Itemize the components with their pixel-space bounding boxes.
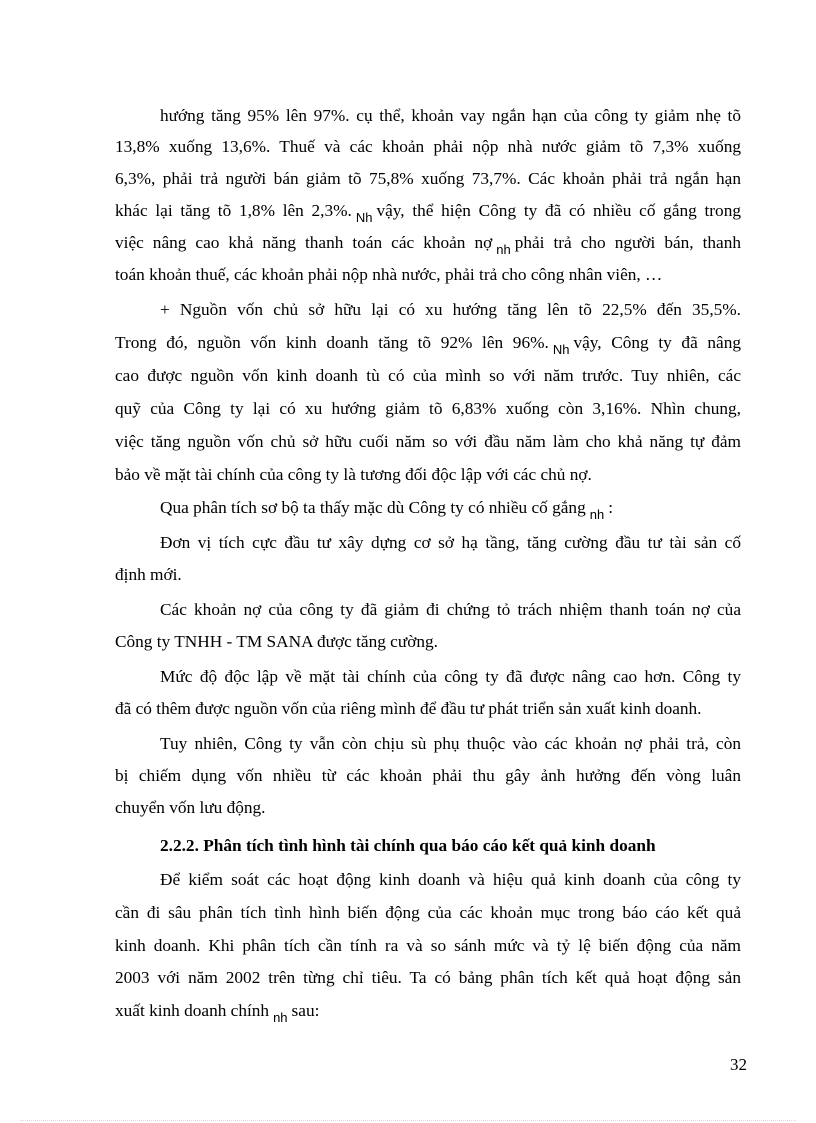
- text-fragment: phải trả cho người bán, thanh: [514, 233, 741, 252]
- text-fragment: Qua phân tích sơ bộ ta thấy mặc dù Công ty có nhiều cố gắng: [160, 498, 586, 517]
- text-line: Đơn vị tích cực đầu tư xây dựng cơ sở hạ tầng, tăng cường đầu tư tài sản cố: [160, 533, 741, 552]
- text-line: [115, 201, 741, 225]
- text-line: Các khoản nợ của công ty đã giảm đi chứng tỏ trách nhiệm thanh toán nợ của: [160, 600, 741, 619]
- text-line: Mức độ độc lập về mặt tài chính của công ty đã được nâng cao hơn. Công ty: [160, 667, 741, 686]
- text-line: Tuy nhiên, Công ty vẫn còn chịu sù phụ thuộc vào các khoản nợ phải trả, còn: [160, 734, 741, 753]
- text-fragment: Trong đó, nguồn vốn kinh doanh tăng tõ 92% lên 96%.: [115, 333, 549, 352]
- text-fragment: sau:: [291, 1001, 320, 1020]
- text-fragment: vậy, thể hiện Công ty đã có nhiều cố gắng trong: [376, 201, 741, 220]
- text-line: Để kiểm soát các hoạt động kinh doanh và hiệu quả kinh doanh của công ty: [160, 870, 741, 889]
- text-line: 13,8% xuống 13,6%. Thuế và các khoản phải nộp nhà nước giảm tõ 7,3% xuống: [115, 137, 741, 156]
- nh-fragment: nh: [589, 507, 605, 522]
- text-line: [115, 1001, 741, 1025]
- text-line: bảo về mặt tài chính của công ty là tương đối độc lập với các chủ nợ.: [115, 465, 592, 484]
- text-line: Công ty TNHH - TM SANA được tăng cường.: [115, 632, 438, 651]
- text-line: việc tăng nguồn vốn chủ sở hữu cuối năm so với đầu năm làm cho khả năng tự đảm: [115, 432, 741, 451]
- nh-fragment: nh: [496, 242, 511, 257]
- text-line: quỹ của Công ty lại có xu hướng giảm tõ 6,83% xuống còn 3,16%. Nhìn chung,: [115, 399, 741, 418]
- text-line: [115, 233, 741, 257]
- text-line: đã có thêm được nguồn vốn của riêng mình để đầu tư phát triển sản xuất kinh doanh.: [115, 699, 702, 718]
- text-line: toán khoản thuế, các khoản phải nộp nhà nước, phải trả cho công nhân viên, …: [115, 265, 663, 284]
- page-bottom-rule: [20, 1120, 796, 1121]
- nh-fragment: Nh: [552, 342, 570, 357]
- text-line: 2003 với năm 2002 trên từng chỉ tiêu. Ta có bảng phân tích kết quả hoạt động sản: [115, 968, 741, 987]
- text-fragment: :: [608, 498, 613, 517]
- text-line: [160, 498, 741, 522]
- nh-fragment: nh: [273, 1010, 288, 1025]
- nh-fragment: Nh: [355, 210, 373, 225]
- text-line: kinh doanh. Khi phân tích cần tính ra và so sánh mức và tỷ lệ biến động của năm: [115, 936, 741, 955]
- text-fragment: khác lại tăng tõ 1,8% lên 2,3%.: [115, 201, 352, 220]
- text-line: cần đi sâu phân tích tình hình biến động của các khoản mục trong báo cáo kết quả: [115, 903, 741, 922]
- text-line: định mới.: [115, 565, 182, 584]
- text-line: chuyển vốn lưu động.: [115, 798, 266, 817]
- text-line: 6,3%, phải trả người bán giảm tõ 75,8% xuống 73,7%. Các khoản phải trả ngắn hạn: [115, 169, 741, 188]
- text-line: hướng tăng 95% lên 97%. cụ thể, khoản vay ngắn hạn của công ty giảm nhẹ tõ: [160, 106, 741, 125]
- text-line: cao được nguồn vốn kinh doanh tù có của mình so với năm trước. Tuy nhiên, các: [115, 366, 741, 385]
- text-line: [115, 333, 741, 357]
- text-fragment: việc nâng cao khả năng thanh toán các khoản nợ: [115, 233, 493, 252]
- text-fragment: vậy, Công ty đã nâng: [573, 333, 741, 352]
- text-fragment: xuất kinh doanh chính: [115, 1001, 270, 1020]
- text-line: + Nguồn vốn chủ sở hữu lại có xu hướng tăng lên tõ 22,5% đến 35,5%.: [160, 300, 741, 319]
- text-line: bị chiếm dụng vốn nhiều từ các khoản phải thu gây ảnh hưởng đến vòng luân: [115, 766, 741, 785]
- section-heading: 2.2.2. Phân tích tình hình tài chính qua báo cáo kết quả kinh doanh: [160, 836, 656, 855]
- page-number: 32: [730, 1055, 747, 1074]
